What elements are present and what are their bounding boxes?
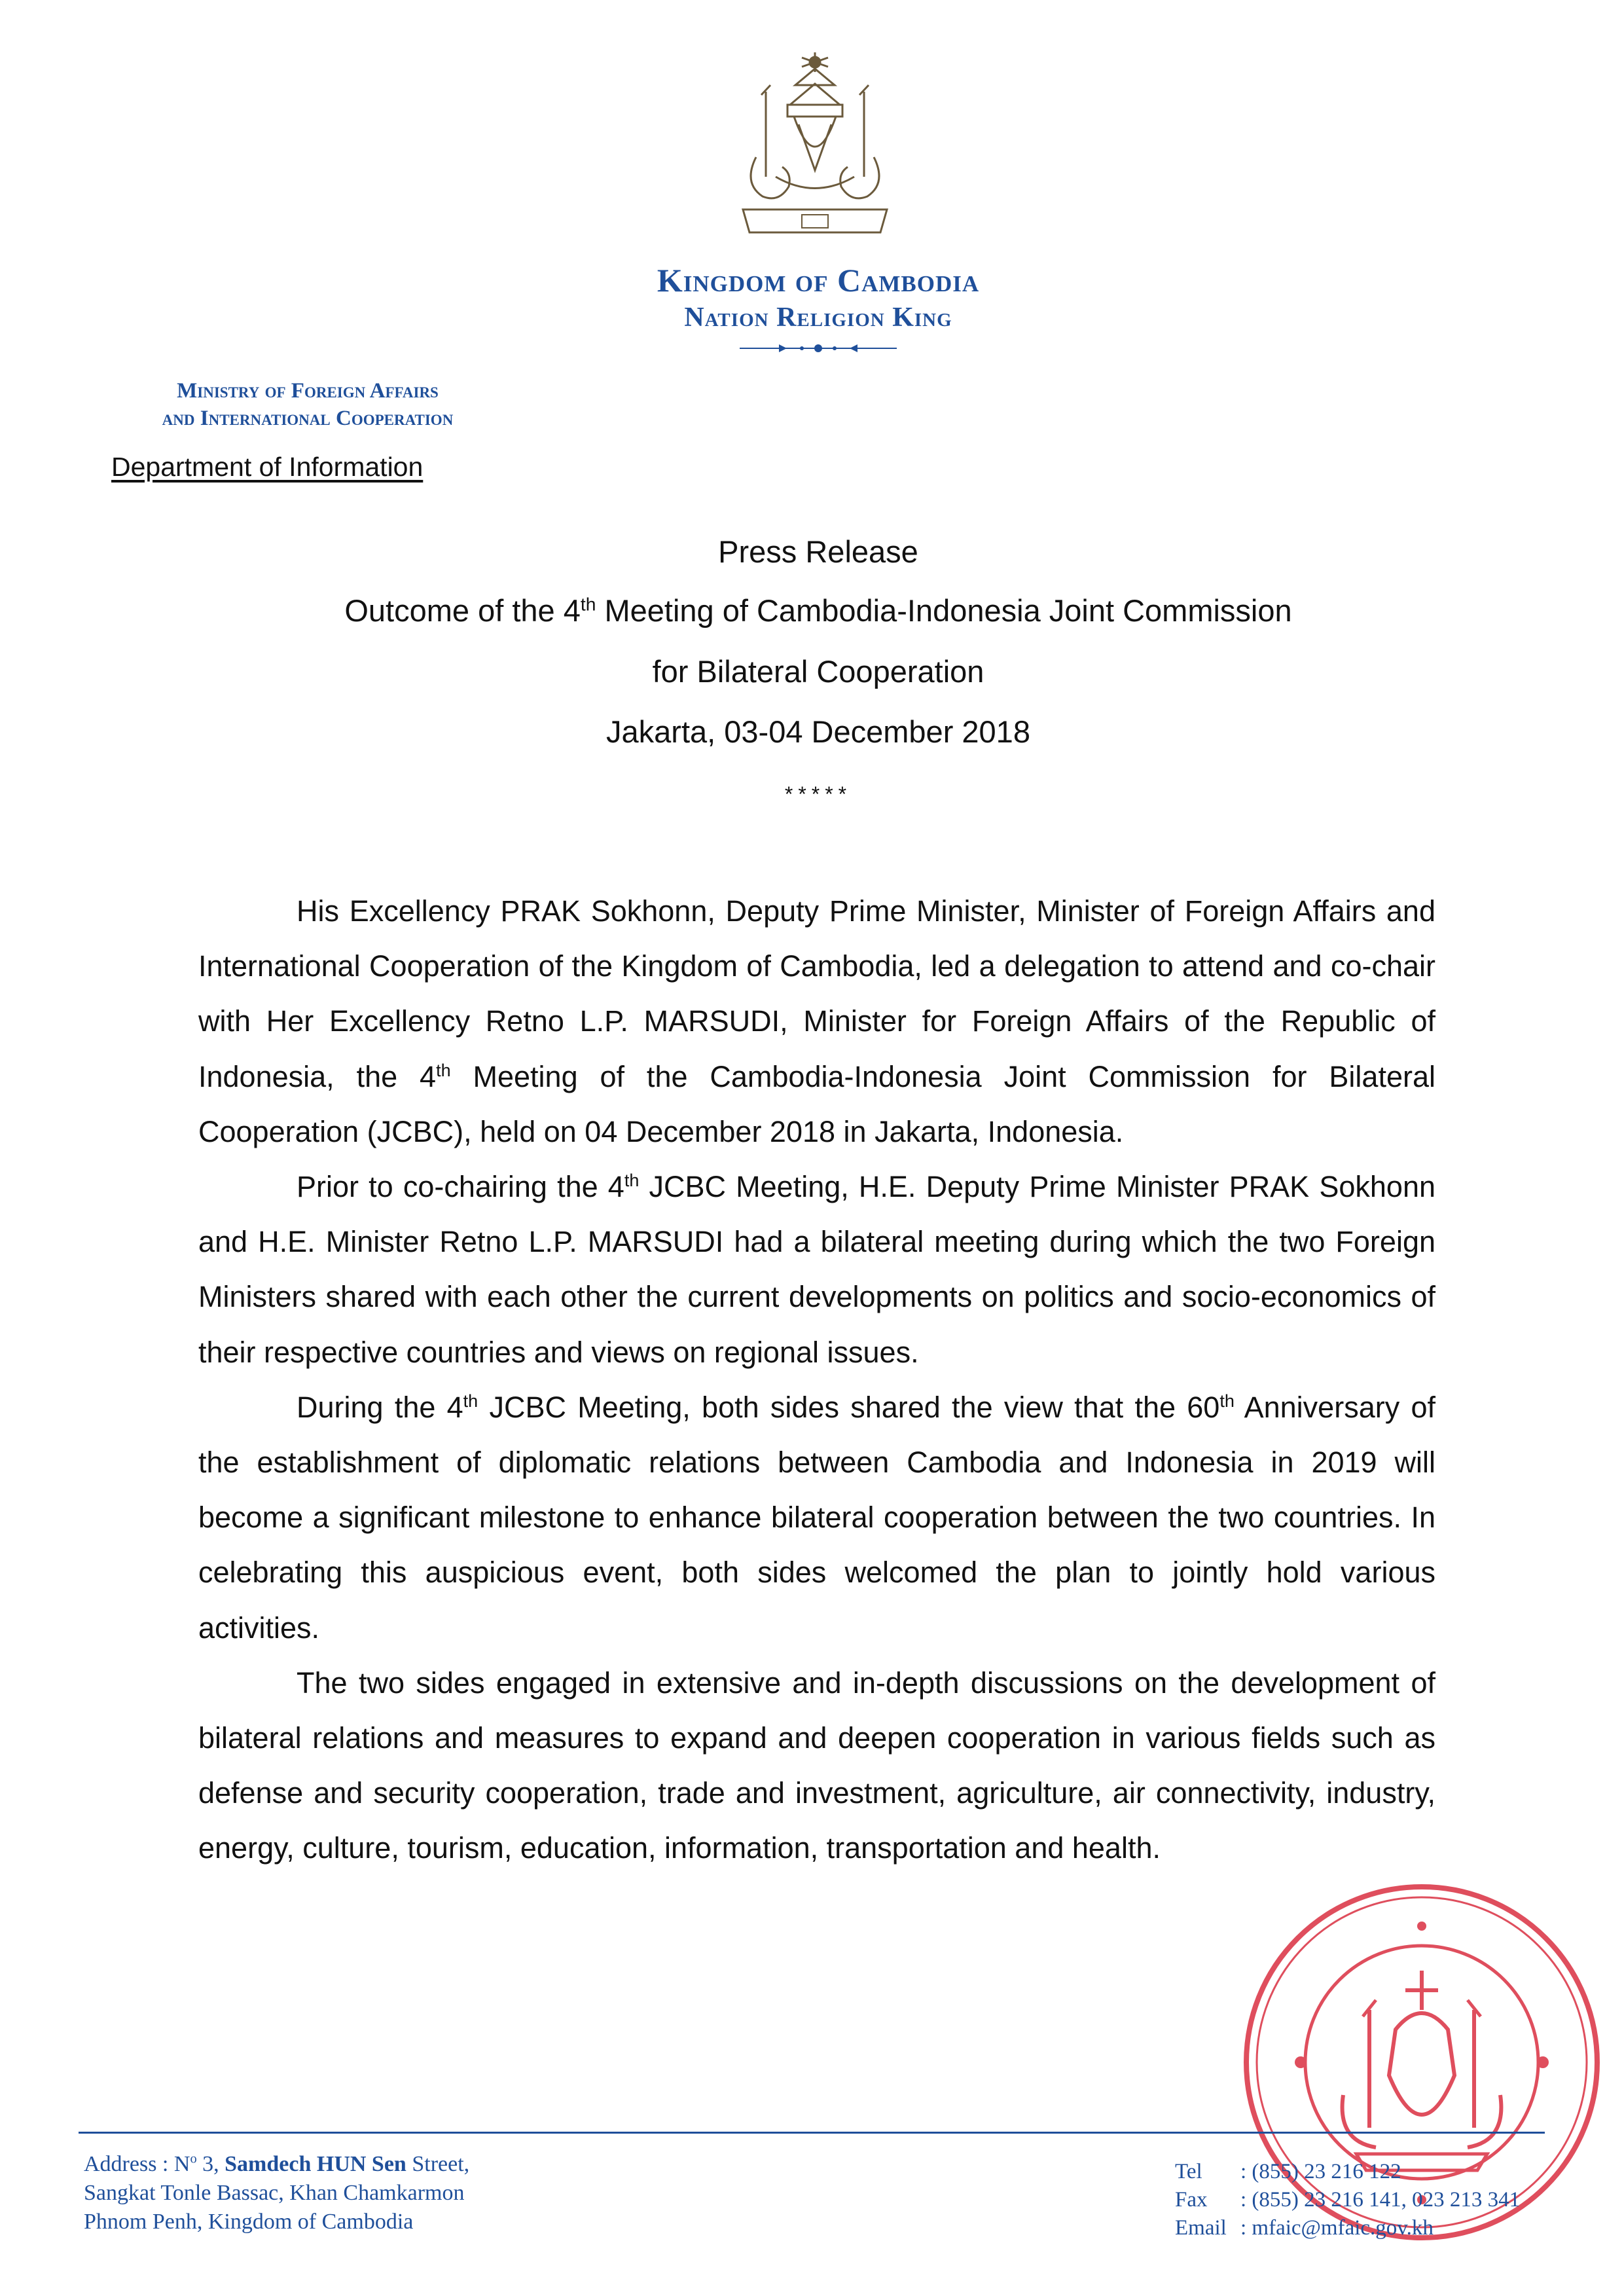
document-dateline: Jakarta, 03-04 December 2018: [606, 714, 1030, 749]
press-release-body: [198, 884, 1435, 1876]
royal-crest-emblem: [717, 46, 913, 242]
paragraph-4: The two sides engaged in extensive and in-depth discussions on the development of bilateral relations and measures to expand and deepen cooperation in various fields such as defense and security cooperation, trade and investment, agriculture, air connectivity, industry, energy, culture, tourism, education, information, transportation and health.: [198, 1666, 1435, 1865]
contact-email[interactable]: Email : mfaic@mfaic.gov.kh: [1175, 2216, 1434, 2240]
separator-stars: *****: [784, 782, 852, 806]
contact-tel: Tel : (855) 23 216 122: [1175, 2160, 1401, 2183]
paragraph-1: His Excellency PRAK Sokhonn, Deputy Prime Minister, Minister of Foreign Affairs and International Cooperation of the Kingdom of Cambodia, led a delegation to attend and co-chair with Her Excellency Retno L.P. MARSUDI, Minister for Foreign Affairs of the Republic of Indonesia, the 4th Meeting of the Cambodia-Indonesia Joint Commission for Bilateral Cooperation (JCBC), held on 04 December 2018 in Jakarta, Indonesia.: [198, 894, 1435, 1148]
address-line-3: Phnom Penh, Kingdom of Cambodia: [84, 2210, 414, 2234]
address-line-1: Address : $N^o$ 3, Samdech HUN Sen Street,: [84, 2151, 470, 2176]
footer-contact: [1175, 2158, 1520, 2242]
country-name: Kingdom of Cambodia: [657, 262, 980, 299]
ornament-divider-icon: [740, 340, 897, 356]
footer-divider: [79, 2132, 1545, 2134]
ministry-line-1: Ministry of Foreign Affairs: [177, 379, 439, 403]
paragraph-2: Prior to co-chairing the 4th JCBC Meeting, H.E. Deputy Prime Minister PRAK Sokhonn and H.E. Minister Retno L.P. MARSUDI had a bilateral meeting during which the two Foreign Ministers shared with each other the current developments on politics and socio-economics of their respective countries and views on regional issues.: [198, 1170, 1435, 1369]
footer-address: [84, 2150, 469, 2236]
document-title-line-2: for Bilateral Cooperation: [652, 654, 984, 689]
national-motto: Nation Religion King: [684, 302, 952, 333]
document-heading: Press Release: [718, 534, 918, 569]
department-name: Department of Information: [111, 452, 424, 482]
address-line-2: Sangkat Tonle Bassac, Khan Chamkarmon: [84, 2181, 465, 2205]
paragraph-3: During the 4th JCBC Meeting, both sides shared the view that the 60th Anniversary of the establishment of diplomatic relations between Cambodia and Indonesia in 2019 will become a significant milestone to enhance bilateral cooperation between the two countries. In celebrating this auspicious event, both sides welcomed the plan to jointly hold various activities.: [198, 1390, 1435, 1645]
document-title-line-1: Outcome of the 4th Meeting of Cambodia-Indonesia Joint Commission: [344, 593, 1292, 628]
contact-fax: Fax : (855) 23 216 141, 023 213 341: [1175, 2188, 1521, 2212]
ministry-name: [72, 377, 543, 432]
ministry-line-2: and International Cooperation: [162, 407, 454, 430]
